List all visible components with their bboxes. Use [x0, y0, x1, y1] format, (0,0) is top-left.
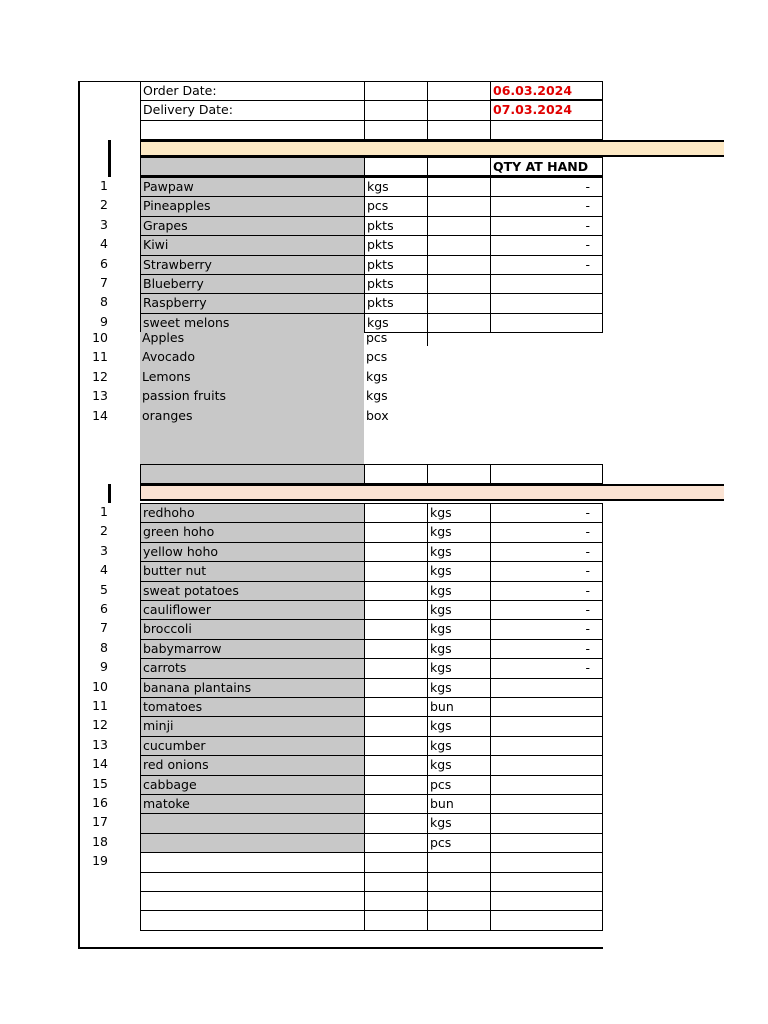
header-blank-cell — [364, 100, 428, 121]
row-number: 17 — [92, 814, 108, 830]
item-unit: bun — [427, 794, 491, 814]
item-unit: kgs — [427, 736, 491, 756]
item-name: cucumber — [140, 736, 365, 756]
item-order-qty — [364, 619, 428, 639]
item-name: babymarrow — [140, 639, 365, 659]
row-number: 6 — [100, 601, 108, 616]
header-blank-cell — [140, 120, 365, 140]
blank-row-cell — [490, 464, 603, 484]
item-unit: kgs — [427, 542, 491, 562]
item-name: minji — [140, 716, 365, 736]
item-qty-at-hand — [490, 697, 603, 717]
blank-cell — [364, 910, 428, 930]
item-name: cabbage — [140, 775, 365, 795]
row-number: 19 — [92, 853, 108, 869]
column-divider — [427, 332, 428, 346]
item-order-qty — [364, 794, 428, 814]
item-name: carrots — [140, 658, 365, 678]
fruits-name-header — [140, 157, 365, 177]
item-qty-at-hand: - — [490, 639, 603, 659]
item-qty-at-hand — [490, 755, 603, 775]
blank-cell — [140, 891, 365, 911]
row-number: 3 — [100, 216, 108, 232]
item-unit: kgs — [427, 658, 491, 678]
item-name: Kiwi — [140, 235, 365, 255]
item-order-qty — [427, 313, 491, 333]
item-qty-at-hand — [490, 852, 603, 872]
item-unit: pcs — [366, 330, 388, 345]
item-qty-at-hand: - — [490, 600, 603, 620]
item-unit — [427, 852, 491, 872]
item-unit: kgs — [427, 619, 491, 639]
row-number: 13 — [92, 388, 108, 404]
item-qty-at-hand: - — [490, 216, 603, 236]
row-number: 11 — [92, 349, 108, 365]
delivery-date-value: 07.03.2024 — [490, 100, 603, 121]
item-unit: kgs — [427, 678, 491, 698]
item-unit: kgs — [364, 313, 428, 333]
item-order-qty — [364, 755, 428, 775]
item-qty-at-hand — [490, 833, 603, 853]
item-unit: box — [366, 407, 389, 423]
row-number: 1 — [100, 178, 108, 193]
item-order-qty — [364, 833, 428, 853]
item-unit: pkts — [364, 274, 428, 294]
item-order-qty — [364, 775, 428, 795]
item-qty-at-hand: - — [490, 619, 603, 639]
item-name: broccoli — [140, 619, 365, 639]
item-unit: pcs — [427, 833, 491, 853]
row-number: 13 — [92, 736, 108, 752]
item-name: Lemons — [142, 368, 191, 384]
item-qty-at-hand: - — [490, 581, 603, 601]
row-number: 14 — [92, 756, 108, 772]
item-name: red onions — [140, 755, 365, 775]
item-order-qty — [427, 235, 491, 255]
fruits-section-band — [140, 140, 724, 157]
row-number: 10 — [92, 330, 108, 345]
row-number: 11 — [92, 698, 108, 713]
item-name — [140, 813, 365, 833]
item-order-qty — [364, 852, 428, 872]
item-order-qty — [364, 600, 428, 620]
item-order-qty — [364, 813, 428, 833]
item-unit: pkts — [364, 255, 428, 275]
row-number: 8 — [100, 294, 108, 310]
item-name: sweat potatoes — [140, 581, 365, 601]
item-qty-at-hand — [490, 736, 603, 756]
item-qty-at-hand: - — [490, 561, 603, 581]
item-name: Avocado — [142, 349, 195, 365]
header-blank-cell — [427, 100, 491, 121]
blank-cell — [364, 891, 428, 911]
item-order-qty — [364, 736, 428, 756]
row-number: 9 — [100, 313, 108, 329]
order-date-value: 06.03.2024 — [490, 81, 603, 101]
qty-at-hand-header: QTY AT HAND — [490, 157, 603, 177]
row-number: 1 — [100, 504, 108, 519]
item-unit: pkts — [364, 216, 428, 236]
item-unit: kgs — [427, 561, 491, 581]
blank-cell — [427, 891, 491, 911]
section-marker — [108, 484, 111, 503]
blank-cell — [490, 891, 603, 911]
item-order-qty — [364, 581, 428, 601]
item-qty-at-hand: - — [490, 542, 603, 562]
item-name — [140, 852, 365, 872]
item-qty-at-hand: - — [490, 658, 603, 678]
fruits-order-header — [427, 157, 491, 177]
row-number: 12 — [92, 717, 108, 733]
item-qty-at-hand — [490, 794, 603, 814]
item-qty-at-hand: - — [490, 255, 603, 275]
item-unit: kgs — [366, 388, 388, 404]
item-unit: kgs — [366, 368, 388, 384]
item-order-qty — [427, 177, 491, 197]
item-order-qty — [427, 293, 491, 313]
item-unit: bun — [427, 697, 491, 717]
item-name: Raspberry — [140, 293, 365, 313]
blank-cell — [490, 910, 603, 930]
outer-border-top — [78, 81, 140, 82]
row-number: 2 — [100, 523, 108, 539]
row-number: 12 — [92, 368, 108, 384]
blank-cell — [140, 872, 365, 892]
item-unit: pcs — [364, 196, 428, 216]
item-order-qty — [364, 522, 428, 542]
row-number: 3 — [100, 542, 108, 558]
item-order-qty — [364, 658, 428, 678]
item-order-qty — [427, 274, 491, 294]
item-unit: pcs — [366, 349, 388, 365]
blank-row-cell — [427, 464, 491, 484]
item-name: banana plantains — [140, 678, 365, 698]
item-unit: kgs — [427, 503, 491, 523]
item-name: green hoho — [140, 522, 365, 542]
item-qty-at-hand — [490, 293, 603, 313]
row-number: 2 — [100, 197, 108, 213]
row-number: 4 — [100, 236, 108, 252]
blank-cell — [427, 872, 491, 892]
item-order-qty — [364, 561, 428, 581]
item-unit: pkts — [364, 293, 428, 313]
item-qty-at-hand — [490, 813, 603, 833]
row-number: 9 — [100, 659, 108, 675]
item-name: redhoho — [140, 503, 365, 523]
item-name: Apples — [142, 330, 185, 345]
item-qty-at-hand — [490, 775, 603, 795]
row-number: 16 — [92, 795, 108, 810]
item-unit: kgs — [427, 522, 491, 542]
item-name: Pineapples — [140, 196, 365, 216]
header-blank-cell — [490, 120, 603, 140]
row-number: 7 — [100, 275, 108, 290]
item-qty-at-hand: - — [490, 235, 603, 255]
header-blank-cell — [427, 120, 491, 140]
item-order-qty — [364, 716, 428, 736]
row-number: 15 — [92, 775, 108, 791]
item-unit: kgs — [427, 600, 491, 620]
blank-cell — [490, 872, 603, 892]
blank-row-cell — [140, 464, 365, 484]
item-name: oranges — [142, 407, 193, 423]
item-qty-at-hand: - — [490, 522, 603, 542]
blank-row-cell — [364, 464, 428, 484]
row-number: 6 — [100, 255, 108, 271]
blank-cell — [140, 910, 365, 930]
item-unit: kgs — [427, 813, 491, 833]
item-name: Strawberry — [140, 255, 365, 275]
item-qty-at-hand — [490, 313, 603, 333]
item-name: butter nut — [140, 561, 365, 581]
item-name: matoke — [140, 794, 365, 814]
item-unit: kgs — [427, 639, 491, 659]
row-number: 4 — [100, 562, 108, 578]
header-blank-cell — [364, 120, 428, 140]
row-number: 14 — [92, 407, 108, 423]
item-name: passion fruits — [142, 388, 226, 404]
item-unit: kgs — [427, 581, 491, 601]
row-number: 18 — [92, 833, 108, 849]
item-name: cauliflower — [140, 600, 365, 620]
item-qty-at-hand — [490, 716, 603, 736]
delivery-date-label: Delivery Date: — [140, 100, 365, 121]
blank-cell — [427, 910, 491, 930]
item-order-qty — [364, 678, 428, 698]
row-number: 7 — [100, 620, 108, 636]
item-name: tomatoes — [140, 697, 365, 717]
row-number: 10 — [92, 678, 108, 694]
item-qty-at-hand: - — [490, 503, 603, 523]
item-order-qty — [364, 697, 428, 717]
row-number: 8 — [100, 639, 108, 655]
item-order-qty — [427, 216, 491, 236]
item-name — [140, 833, 365, 853]
item-order-qty — [427, 196, 491, 216]
header-blank-cell — [427, 81, 491, 101]
vegetables-section-band — [140, 484, 724, 501]
item-order-qty — [427, 255, 491, 275]
item-name: sweet melons — [140, 313, 365, 333]
item-name: Pawpaw — [140, 177, 365, 197]
item-qty-at-hand — [490, 678, 603, 698]
item-unit: kgs — [427, 755, 491, 775]
item-name: Blueberry — [140, 274, 365, 294]
item-unit: kgs — [364, 177, 428, 197]
item-qty-at-hand: - — [490, 177, 603, 197]
item-name: yellow hoho — [140, 542, 365, 562]
item-order-qty — [364, 639, 428, 659]
section-marker — [108, 140, 111, 177]
item-name: Grapes — [140, 216, 365, 236]
order-date-label: Order Date: — [140, 81, 365, 101]
outer-border-bottom — [78, 947, 603, 949]
header-blank-cell — [364, 81, 428, 101]
item-unit: pcs — [427, 775, 491, 795]
grey-filler — [140, 426, 364, 464]
fruits-unit-header — [364, 157, 428, 177]
item-qty-at-hand — [490, 274, 603, 294]
item-qty-at-hand: - — [490, 196, 603, 216]
item-order-qty — [364, 542, 428, 562]
item-unit: kgs — [427, 716, 491, 736]
row-number: 5 — [100, 581, 108, 597]
item-order-qty — [364, 503, 428, 523]
item-unit: pkts — [364, 235, 428, 255]
blank-cell — [364, 872, 428, 892]
